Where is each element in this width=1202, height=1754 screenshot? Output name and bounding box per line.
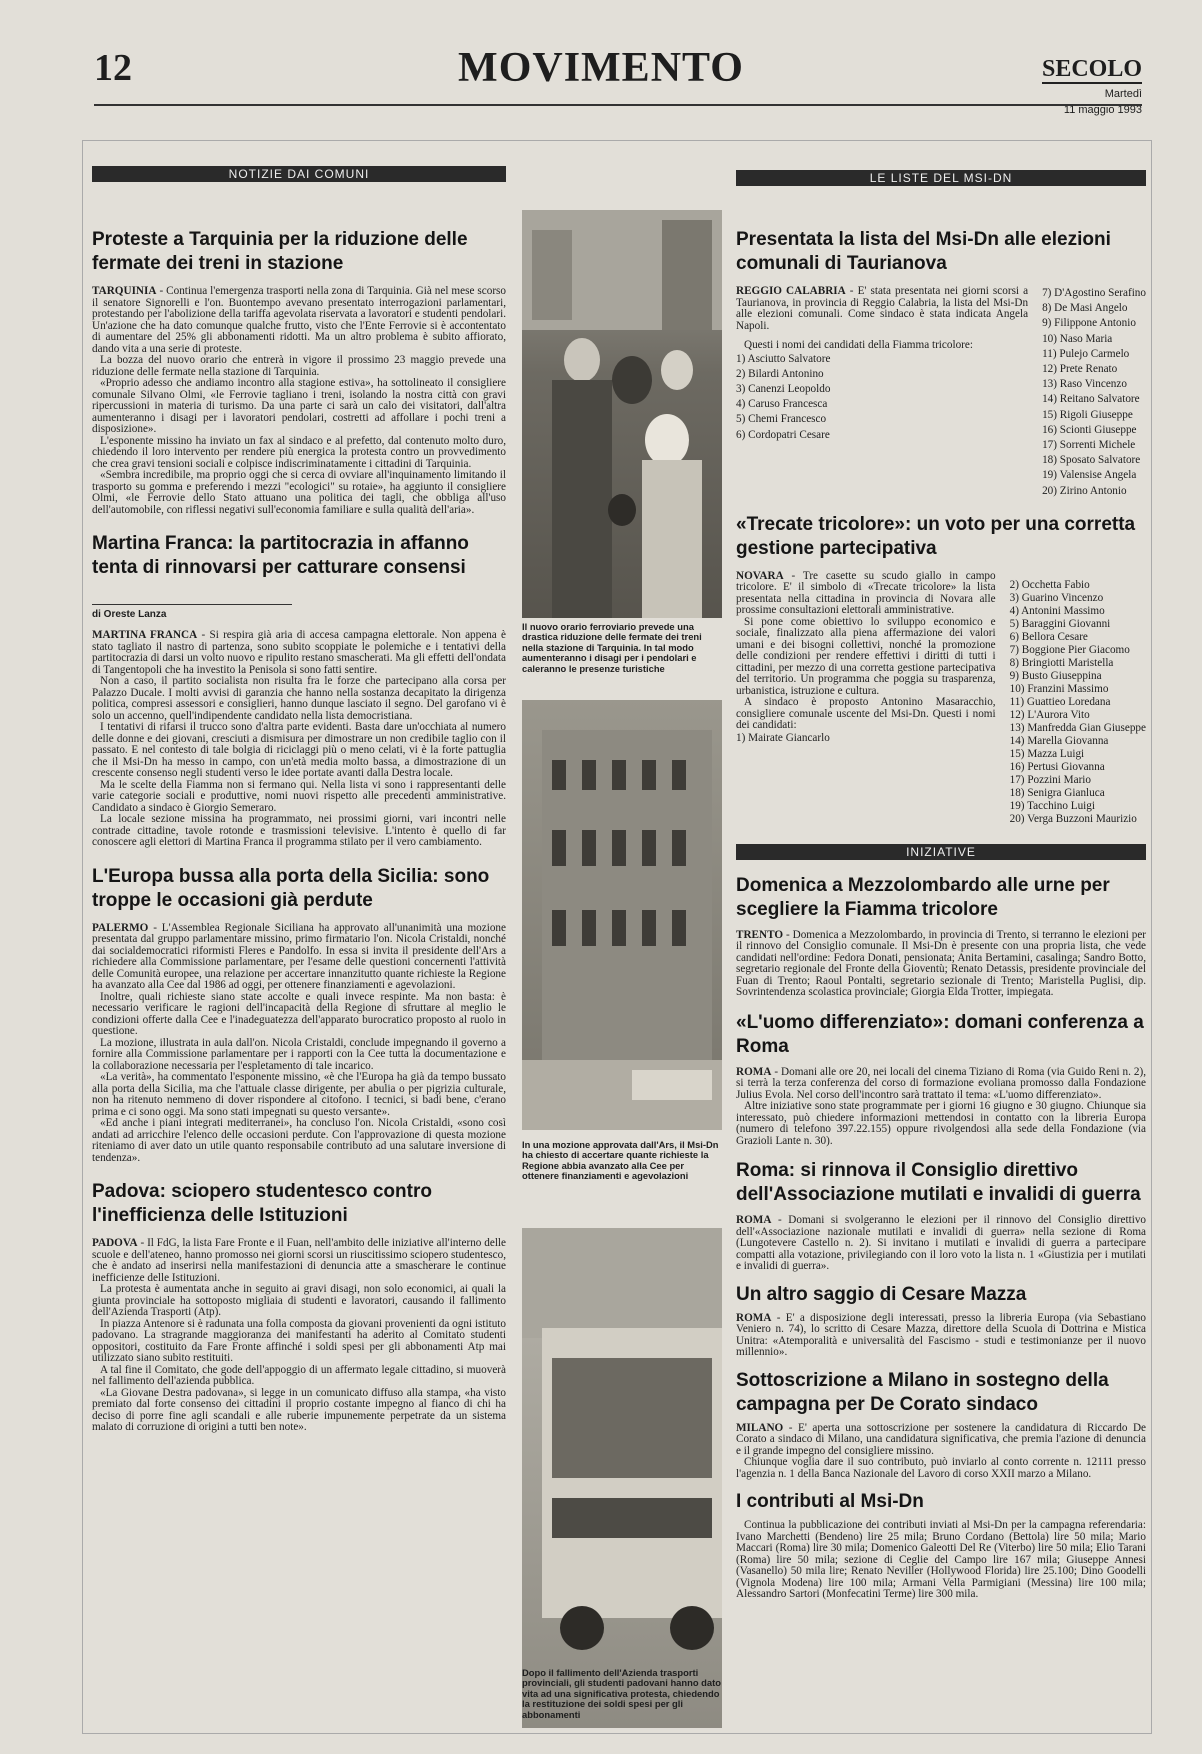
paragraph: - L'Assemblea Regionale Siciliana ha approvato all'unanimità una mozione presentata dal gruppo parlamentare missino, primo firmatario l'on. Nicola Cristaldi, nonché dai socialdemocratici riformisti Fleres e Pandolfo. In essa si invita il presidente dell'Ars a richiedere alla Commissione parlamentare, per l'esame delle questioni concernenti l'attività delle Comunità europee, una relazione per accertare innanzitutto quante richieste la Regione ha avanzato alla Cee dal 1986 ad oggi, per ottenere finanziamenti e agevolazioni. [92,921,506,991]
paragraph: - E' a disposizione degli interessati, presso la libreria Europa (via Sebastiano Veniero n. 74), lo scritto di Cesare Mazza, direttore della Scuola di Dottrina e Mistica Unitra: «Atemporalità e universalità del Fascismo - studi e testimonianze per il nuovo millennio». [736,1311,1146,1359]
candidate: 6) Bellora Cesare [1009,630,1088,643]
candidate: 5) Baraggini Giovanni [1009,617,1111,630]
paragraph: Questi i nomi dei candidati della Fiamma tricolore: [744,339,973,351]
photo-caption: In una mozione approvata dall'Ars, il Msi-Dn ha chiesto di accertare quante richieste la Regione abbia avanzato alla Cee per ottenere finanziamenti e agevolazioni [522,1139,719,1182]
headline: «Trecate tricolore»: un voto per una corretta gestione partecipativa [736,513,1136,559]
paragraph: «La Giovane Destra padovana», si legge in un comunicato diffuso alla stampa, «ha visto premiato dal forte consenso dei cittadini il proprio costante impegno al fianco di chi ha deciso di porre fine agli scandali e alle ruberie impunemente perpetrate da un sistema malato di corruzione di origini a tutti ben note». [92,1386,506,1433]
paragraph: «La verità», ha commentato l'esponente missino, «è che l'Europa ha già da tempo bussato alla porta della Sicilia, ma che l'attuale classe dirigente, per abulia o per pigrizia culturale, non ha ritenuto nemmeno di dover rispondere al citofono. I tecnici, si badi bene, c'erano prima e ci sono oggi. Ma sono stati impegnati su questo versante». [92,1071,506,1118]
candidates-list-b [1042,286,1146,499]
candidate: 8) Bringiotti Maristella [1009,656,1114,669]
article-mezzolombardo [736,874,1146,999]
article-mutilati [736,1159,1146,1273]
candidate: 18) Senigra Gianluca [1009,786,1105,799]
dateline: REGGIO CALABRIA [736,285,846,297]
article-martina-franca [92,532,506,849]
headline: Martina Franca: la partitocrazia in affanno tenta di rinnovarsi per catturare consensi [92,533,469,578]
article-body [736,571,996,826]
headline: L'Europa bussa alla porta della Sicilia: sono troppe le occasioni già perdute [92,865,490,911]
candidate: 10) Franzini Massimo [1009,682,1109,695]
paragraph: In piazza Antenore si è radunata una folla composta da giovani provenienti da ogni istituto padovano. La stragrande maggioranza dei manifestanti ha aderito al Comitato studenti oppositori, costituito da Fare Fronte affinché i soldi spesi per gli abbonamenti Atp mai utilizzato siano subito restituiti. [92,1317,506,1364]
article-body [92,1238,506,1434]
candidate: 19) Tacchino Luigi [1009,799,1095,812]
candidate: 13) Raso Vincenzo [1042,378,1127,391]
paragraph: Inoltre, quali richieste siano state accolte e quali invece respinte. Ma non basta: è necessario verificare le ragioni dell'incapacità della Regione di sfruttare al meglio le condizioni offerte dalla Cee e l'inadeguatezza dell'apparato burocratico proposto al ruolo in questione. [92,990,506,1037]
article-padova [92,1180,506,1434]
paragraph: A sindaco è proposto Antonino Masaracchio, consigliere comunale uscente del Msi-Dn. Questi i nomi dei candidati: [736,696,996,732]
article-body [736,286,1028,499]
masthead [1042,56,1142,116]
byline: di Oreste Lanza [92,609,167,620]
paragraph: I tentativi di rifarsi il trucco sono d'altra parte evidenti. Basta dare un'occhiata al numero delle donne e dei giovani, cresciuti a dismisura per dimostrare un non credibile taglio con il passato. E nel contesto di tale bolgia di riciclaggi più o meno celati, vi è la forte pattuglia che il Msi-Dn ha messo in campo, con un'età media molto bassa, a dimostrazione di un crescente consenso negli studenti verso le idee portate avanti dalla Destra locale. [92,721,506,779]
headline: Un altro saggio di Cesare Mazza [736,1283,1027,1305]
article-body [736,930,1146,999]
paragraph: Ma le scelte della Fiamma non si fermano qui. Nella lista vi sono i rappresentanti delle varie categorie sociali e produttive, nomi nuovi rispetto alle precedenti amministrative. Candidato a sindaco è Giorgio Semeraro. [92,778,506,814]
headline: Sottoscrizione a Milano in sostegno della campagna per De Corato sindaco [736,1369,1109,1415]
dateline: PALERMO [92,921,149,934]
candidates-list-a [736,352,1028,443]
photo-caption: Il nuovo orario ferroviario prevede una drastica riduzione delle fermate dei treni nella stazione di Tarquinia. In tal modo aumenteranno i disagi per i pendolari e caleranno le presenze turistiche [522,621,702,674]
paragraph: La mozione, illustrata in aula dall'on. Nicola Cristaldi, conclude impegnando il governo a fornire alla Commissione parlamentare per i rapporti con la Cee tutta la documentazione e la collaborazione necessaria per l'espletamento di tale incarico. [92,1036,506,1072]
candidate: 3) Canenzi Leopoldo [736,382,831,395]
headline: I contributi al Msi-Dn [736,1491,924,1513]
issue-day: Martedì [1104,88,1142,100]
section-bar-liste: LE LISTE DEL MSI-DN [736,170,1146,186]
crowd-photo-icon [522,210,722,618]
paragraph: La protesta è aumentata anche in seguito ai gravi disagi, non solo economici, ai quali la giunta provinciale ha sottoposto migliaia di studenti e lavoratori, causando il fallimento dell'Azienda Trasporti (Atp). [92,1283,506,1318]
section-title: MOVIMENTO [458,45,744,91]
article-cesare-mazza [736,1283,1146,1359]
candidate: 15) Rigoli Giuseppe [1042,408,1133,421]
paragraph: La bozza del nuovo orario che entrerà in vigore il prossimo 23 maggio prevede una riduzione delle fermate nella stazione di Tarquinia. [92,354,506,378]
headline: Proteste a Tarquinia per la riduzione delle fermate dei treni in stazione [92,229,468,274]
paragraph: Chiunque voglia dare il suo contributo, può inviarlo al conto corrente n. 12111 presso l'agenzia n. 1 della Banca Nazionale del Lavoro di corso XXII marzo a Milano. [736,1456,1146,1480]
candidate: 13) Manfredda Gian Giuseppe [1009,721,1146,734]
candidate: 12) L'Aurora Vito [1009,708,1090,721]
candidate: 5) Chemi Francesco [736,413,827,426]
candidate: 20) Zirino Antonio [1042,484,1127,497]
article-contributi [736,1490,1146,1601]
candidate: 17) Pozzini Mario [1009,773,1092,786]
paragraph: «Proprio adesso che andiamo incontro alla stagione estiva», ha sottolineato il consigliere comunale Silvano Olmi, «le Ferrovie tagliano i treni, isolando la nostra città con gravi ripercussioni in materia di turismo. Da una parte ci sarà un calo dei visitatori, dall'altra aumenteranno i disagi per i lavoratori pendolari, costretti ad affollare i pochi treni a disposizione». [92,377,506,435]
paragraph: «Ed anche i piani integrati mediterranei», ha concluso l'on. Nicola Cristaldi, «sono così andati ad arricchire l'elenco delle occasioni perdute. Con l'approvazione di questa mozione riteniamo di aver dato un utile quanto responsabile contributo ad una salutare inversione di tendenza». [92,1117,506,1164]
headline: «L'uomo differenziato»: domani conferenza a Roma [736,1011,1144,1057]
candidate: 11) Guattieo Loredana [1009,695,1111,708]
candidate: 10) Naso Maria [1042,332,1113,345]
article-body [736,1423,1146,1481]
dateline: TRENTO [736,928,784,941]
paragraph: A tal fine il Comitato, che gode dell'appoggio di un affermato legale cittadino, si muoverà nel fallimento dell'azienda pubblica. [92,1363,506,1387]
article-milano [736,1369,1146,1481]
candidate: 1) Asciutto Salvatore [736,352,831,365]
dateline: MILANO [736,1421,784,1434]
candidate: 4) Caruso Francesca [736,398,828,411]
masthead-logo: SECOLO [1041,56,1142,82]
dateline: PADOVA [92,1237,138,1249]
bus-photo-icon [522,1228,722,1728]
paragraph: Continua la pubblicazione dei contributi inviati al Msi-Dn per la campagna referendaria: Ivano Marchetti (Bendeno) lire 25 mila; Bruno Cordano (Bettola) lire 50 mila; Mario Maccari (Roma) lire 30 mila; Domenico Galeotti Del Re (Viterbo) lire 50 mila; Elio Tarani (Roma) lire 50 mila; sezione di Ceglie del Campo lire 167 mila; Giuseppe Annesi (Vasanello) 50 mila lire; Renato Neviller (Hollywood Florida) lire 25.100; Dino Goodelli (Vignola Modena) lire 100 mila; Armani Vella Parmigiani (Messina) lire 100 mila; Alessandro Sartori (Monfecatini Terme) lire 300 mila. [736,1519,1146,1601]
candidate: 18) Sposato Salvatore [1042,454,1141,467]
paragraph: - Tre casette su scudo giallo in campo tricolore. E' il simbolo di «Trecate tricolore» la lista presentata nella cittadina in provincia di Novara alle prossime consultazioni elettorali amministrative. [736,569,996,617]
candidate: 3) Guarino Vincenzo [1009,591,1104,604]
photo-palazzo [522,700,722,1130]
candidates-list-b [1010,579,1146,826]
article-tarquinia [92,228,506,516]
candidate: 2) Occhetta Fabio [1009,578,1090,591]
paragraph: - Continua l'emergenza trasporti nella zona di Tarquinia. Già nel mese scorso il senatore Signorelli e l'on. Buontempo avevano presentato interrogazioni parlamentari, protestando per l'abolizione della tariffa agevolata riservata a lavoratori e studenti pendolari. Un'azione che ha dato comunque qualche frutto, visto che l'Ente Ferrovie si è accontentato di aumentare del 25% gli abbonamenti ridotti. Ma un altro problema è subito affiorato, dando vita a una serie di proteste. [92,285,506,355]
dateline: TARQUINIA [92,285,157,297]
article-body [92,286,506,516]
issue-date: 11 maggio 1993 [1063,104,1142,116]
dateline: ROMA [736,1065,772,1078]
article-body [736,1215,1146,1273]
right-column [736,170,1146,1601]
photo-tarquinia-station [522,210,722,618]
candidate: 4) Antonini Massimo [1009,604,1105,617]
headline: Roma: si rinnova il Consiglio direttivo dell'Associazione mutilati e invalidi di guerra [736,1160,1141,1206]
article-sicilia [92,865,506,1165]
candidate: 1) Mairate Giancarlo [736,731,830,744]
candidate: 16) Scionti Giuseppe [1042,423,1137,436]
photo-caption: Dopo il fallimento dell'Azienda trasporti provinciali, gli studenti padovani hanno dato vita ad una significativa protesta, chiedendo la restituzione dei soldi spesi per gli abbonamenti [522,1667,721,1720]
candidate: 9) Busto Giuseppina [1009,669,1102,682]
article-uomo-differenziato [736,1011,1146,1148]
header-rule [94,104,1142,106]
article-taurianova [736,228,1146,499]
paragraph: - Si respira già aria di accesa campagna elettorale. Non appena è stato tagliato il nastro di partenza, sono subito scoppiate le polemiche e i tentativi della partitocrazia di darsi un volto nuovo e ripulito restano smascherati. Ma gli effetti dell'ondata di Tangentopoli che ha investito la Penisola si sono fatti sentire. [92,629,506,676]
paragraph: Si pone come obiettivo lo sviluppo economico e sociale, finalizzato alla piena affermazione dei valori umani e dei bisogni collettivi, nonché la promozione delle condizioni per rendere effettivi i diritti di tutti i cittadini, per mezzo di una corretta gestione partecipativa del territorio. Un programma che poggia su trasparenza, urbanistica, istruzione e cultura. [736,615,996,697]
candidate: 11) Pulejo Carmelo [1042,347,1130,360]
candidate: 8) De Masi Angelo [1042,302,1128,315]
candidate: 12) Prete Renato [1042,363,1118,376]
candidate: 14) Marella Giovanna [1009,734,1109,747]
building-photo-icon [522,700,722,1130]
paragraph: - E' stata presentata nei giorni scorsi a Taurianova, in provincia di Reggio Calabria, la lista del Msi-Dn alle elezioni comunali. Come sindaco è stata indicata Angela Napoli. [736,285,1029,332]
article-body [736,1520,1146,1601]
paragraph: Non a caso, il partito socialista non risulta fra le forze che partecipano alla corsa per Palazzo Ducale. I molti avvisi di garanzia che hanno nella sostanza decapitato la dirigenza politica, compresi assessori e consiglieri, hanno dunque lasciato il segno. Del garofano vi è solo un accenno, quell'indipendente candidato nella lista democristiana. [92,675,506,722]
article-body [736,1067,1146,1148]
candidate: 15) Mazza Luigi [1009,747,1085,760]
article-trecate [736,513,1146,826]
paragraph: «Sembra incredibile, ma proprio oggi che si cerca di ovviare all'inquinamento limitando il trasporto su gomma e preferendo i mezzi "ecologici" su rotaie», ha aggiunto il consigliere Olmi, «le Ferrovie dello Stato attuano una politica dei tagli, che obbliga all'uso dell'automobile, con riflessi negativi sull'economia familiare e sulla qualità dell'aria». [92,469,506,516]
paragraph: L'esponente missino ha inviato un fax al sindaco e al prefetto, dal contenuto molto duro, chiedendo il loro intervento per rendere più energica la protesta contro un provvedimento che crea gravi tensioni sociali e colpisce indiscriminatamente i cittadini di Tarquinia. [92,434,506,470]
section-bar-iniziative: INIZIATIVE [736,844,1146,860]
candidate: 6) Cordopatri Cesare [736,428,830,441]
section-bar-notizie: NOTIZIE DAI COMUNI [92,166,506,182]
paragraph: La locale sezione missina ha programmato, nei prossimi giorni, vari incontri nelle contrade cittadine, tavole rotonde e trasmissioni televisive. L'intento è quello di far conoscere agli elettori di Martina Franca il programma stilato per il vero cambiamento. [92,813,506,848]
headline: Padova: sciopero studentesco contro l'inefficienza delle Istituzioni [92,1181,432,1226]
candidate: 2) Bilardi Antonino [736,367,824,380]
dateline: MARTINA FRANCA [92,629,198,641]
dateline: ROMA [736,1311,772,1324]
candidates-list-a [736,732,996,744]
article-body [92,923,506,1165]
paragraph: Altre iniziative sono state programmate per i giorni 16 giugno e 30 giugno. Chiunque sia interessato, può chiedere informazioni mettendosi in contatto con la libreria Europa (numero di telefono 397.22.155) oppure rivolgendosi alla sede della Fondazione (via Grazioli Lante n. 30). [736,1100,1146,1147]
paragraph: - Domani si svolgeranno le elezioni per il rinnovo del Consiglio direttivo dell'«Associazione nazionale mutilati e invalidi di guerra» nella sezione di Roma (Lungotevere Castello n. 2). Si invitano i mutilati e invalidi di guerra a partecipare compatti alla votazione, privilegiando con il loro voto la lista n. 1 «Giustizia per i mutilati e invalidi di guerra». [736,1214,1147,1273]
paragraph: - E' aperta una sottoscrizione per sostenere la candidatura di Riccardo De Corato a sindaco di Milano, una candidatura significativa, che premia l'azione di denuncia e il grande impegno del consigliere missino. [736,1421,1147,1457]
paragraph: - Domenica a Mezzolombardo, in provincia di Trento, si terranno le elezioni per il rinnovo del Consiglio comunale. Il Msi-Dn è presente con una propria lista, che vede candidati nell'ordine: Fedora Donati, pensionata; Anita Bertamini, casalinga; Sandro Botto, segretario regionale del Fronte della Gioventù; Renato Detassis, presidente provinciale del Fuan di Trento; Raoul Pontalti, segretario sezionale di Trento; Maristella Puglisi, dip. Sovrintendenza scolastica provinciale; Giorgia Elda Trotter, impiegata. [736,928,1147,999]
candidate: 17) Sorrenti Michele [1042,439,1136,452]
left-column [92,166,506,1434]
paragraph: - Il FdG, la lista Fare Fronte e il Fuan, nell'ambito delle iniziative all'interno delle scuole e dell'ateneo, hanno promosso nei giorni scorsi un riuscitissimo sciopero studentesco, che è andato ad inserirsi nella manifestazioni di denuncia atte a smascherare le continue inefficienze delle Istituzioni. [92,1237,507,1284]
candidate: 7) D'Agostino Serafino [1042,287,1146,299]
candidate: 19) Valensise Angela [1042,469,1137,482]
candidate: 20) Verga Buzzoni Maurizio [1009,812,1137,825]
candidate: 7) Boggione Pier Giacomo [1009,643,1130,656]
paragraph: - Domani alle ore 20, nei locali del cinema Tiziano di Roma (via Guido Reni n. 2), si terrà la terza conferenza del corso di formazione evoliana promosso dalla Fondazione Julius Evola. Nel corso dell'incontro sarà trattato il tema: «L'uomo differenziato». [736,1065,1146,1101]
dateline: NOVARA [736,569,784,582]
headline: Domenica a Mezzolombardo alle urne per scegliere la Fiamma tricolore [736,874,1110,920]
dateline: ROMA [736,1214,772,1227]
candidate: 9) Filippone Antonio [1042,317,1136,330]
photo-bus [522,1228,722,1728]
article-body [92,630,506,849]
candidate: 16) Pertusi Giovanna [1009,760,1105,773]
candidate: 14) Reitano Salvatore [1042,393,1140,406]
headline: Presentata la lista del Msi-Dn alle elezioni comunali di Taurianova [736,229,1111,274]
article-body [736,1313,1146,1359]
page-number: 12 [94,47,132,89]
